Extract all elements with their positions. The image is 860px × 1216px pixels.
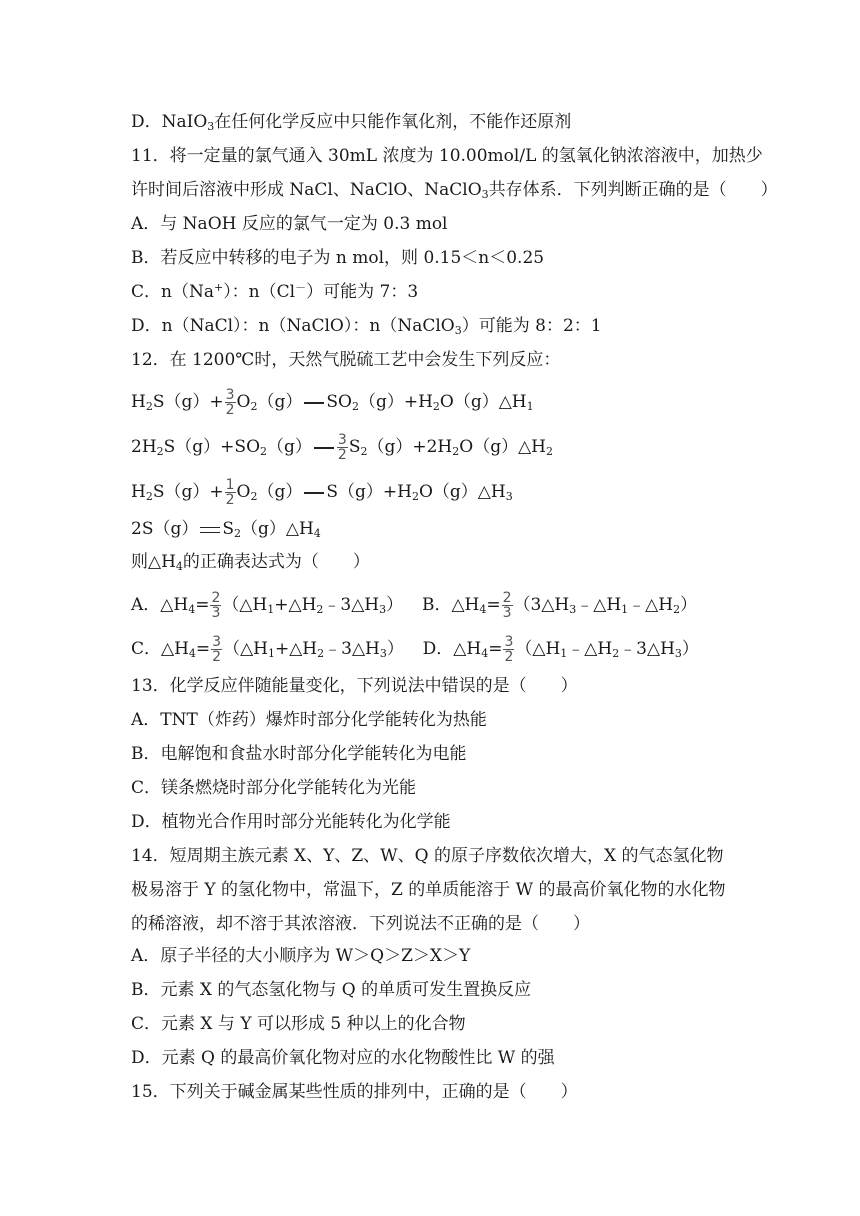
option-b-q13 bbox=[131, 744, 467, 764]
subscript: 3 bbox=[505, 490, 513, 503]
text: B．若反应中转移的电子为 n mol，则 0.15＜n＜0.25 bbox=[131, 248, 545, 268]
denominator: 2 bbox=[337, 447, 347, 463]
numerator: 2 bbox=[502, 590, 512, 606]
text: A．△H bbox=[131, 595, 189, 615]
subscript: 2 bbox=[452, 445, 460, 458]
superscript: + bbox=[213, 281, 224, 294]
text: 的正确表达式为（ ） bbox=[182, 552, 370, 572]
text: O bbox=[236, 392, 251, 412]
text: （3△H bbox=[513, 595, 570, 615]
subscript: 3 bbox=[569, 603, 577, 616]
option-b-q11 bbox=[131, 248, 544, 268]
text: H bbox=[131, 392, 146, 412]
text: S bbox=[222, 519, 235, 539]
subscript: 4 bbox=[188, 647, 196, 660]
equation-4 bbox=[131, 519, 321, 539]
text: ） bbox=[386, 595, 404, 615]
subscript: 1 bbox=[267, 647, 275, 660]
question-14-line-1 bbox=[131, 846, 724, 866]
text: ﹣△H bbox=[576, 595, 622, 615]
options-ab-q12 bbox=[131, 591, 697, 620]
subscript: 2 bbox=[673, 603, 681, 616]
text: 12．在 1200℃时，天然气脱硫工艺中会发生下列反应： bbox=[131, 350, 561, 370]
text: S（g）+H bbox=[326, 482, 412, 502]
fraction bbox=[210, 591, 221, 620]
text: A．TNT（炸药）爆炸时部分化学能转化为热能 bbox=[131, 710, 487, 730]
text: S bbox=[348, 437, 361, 457]
text: D．n（NaCl）：n（NaClO）：n（NaClO bbox=[131, 316, 455, 336]
text: ﹣3△H bbox=[323, 595, 380, 615]
subscript: 1 bbox=[621, 603, 629, 616]
subscript: 2 bbox=[145, 490, 153, 503]
subscript: 2 bbox=[612, 647, 620, 660]
text: C．镁条燃烧时部分化学能转化为光能 bbox=[131, 778, 417, 798]
text: ）可能为 7：3 bbox=[306, 282, 419, 302]
question-11-line-1 bbox=[131, 146, 763, 166]
text: A．与 NaOH 反应的氯气一定为 0.3 mol bbox=[131, 214, 448, 234]
denominator: 2 bbox=[504, 649, 514, 665]
text: ﹣3△H bbox=[324, 639, 380, 659]
text: H bbox=[131, 482, 146, 502]
text: （g）△H bbox=[241, 519, 314, 539]
option-c-q14 bbox=[131, 1014, 466, 1034]
subscript: 3 bbox=[379, 603, 387, 616]
option-a-q13 bbox=[131, 710, 487, 730]
question-12-prompt bbox=[131, 552, 370, 572]
superscript: － bbox=[295, 281, 307, 294]
option-a-q11 bbox=[131, 214, 448, 234]
subscript: 3 bbox=[379, 647, 387, 660]
text: S（g）+ bbox=[152, 392, 224, 412]
denominator: 2 bbox=[225, 402, 235, 418]
option-d-q10 bbox=[131, 112, 571, 132]
denominator: 3 bbox=[211, 605, 221, 621]
subscript: 2 bbox=[432, 400, 440, 413]
text: O（g）△H bbox=[418, 482, 506, 502]
numerator: 3 bbox=[337, 432, 347, 448]
fraction bbox=[503, 635, 514, 664]
text: （△H bbox=[223, 639, 268, 659]
text: （g）+H bbox=[358, 392, 433, 412]
subscript: 2 bbox=[250, 400, 258, 413]
text: +△H bbox=[274, 595, 317, 615]
text: 2S（g） bbox=[131, 519, 199, 539]
reaction-arrow bbox=[304, 402, 324, 404]
text: ） bbox=[681, 639, 699, 659]
options-cd-q12 bbox=[131, 635, 699, 664]
text: +△H bbox=[274, 639, 318, 659]
question-14-line-3 bbox=[131, 914, 590, 934]
denominator: 3 bbox=[502, 605, 512, 621]
text: O（g）△H bbox=[459, 437, 546, 457]
text: （△H bbox=[515, 639, 561, 659]
text: C．元素 X 与 Y 可以形成 5 种以上的化合物 bbox=[131, 1014, 466, 1034]
text: D．NaIO bbox=[131, 112, 208, 132]
reaction-arrow bbox=[304, 492, 324, 494]
subscript: 2 bbox=[360, 445, 368, 458]
fraction bbox=[225, 388, 236, 417]
subscript: 1 bbox=[526, 400, 534, 413]
subscript: 2 bbox=[351, 400, 359, 413]
text: B．△H bbox=[421, 595, 480, 615]
fraction bbox=[502, 591, 513, 620]
subscript: 4 bbox=[313, 527, 321, 540]
subscript: 2 bbox=[411, 490, 419, 503]
numerator: 3 bbox=[212, 634, 222, 650]
text: = bbox=[195, 595, 210, 615]
text: 的稀溶液，却不溶于其浓溶液．下列说法不正确的是（ ） bbox=[131, 914, 590, 934]
subscript: 3 bbox=[674, 647, 682, 660]
text: 2H bbox=[131, 437, 157, 457]
text: A．原子半径的大小顺序为 W＞Q＞Z＞X＞Y bbox=[131, 946, 471, 966]
text: （g） bbox=[257, 482, 303, 502]
text: O bbox=[236, 482, 251, 502]
text: = bbox=[486, 595, 501, 615]
subscript: 2 bbox=[156, 445, 164, 458]
question-14-line-2 bbox=[131, 880, 726, 900]
text: 14．短周期主族元素 X、Y、Z、W、Q 的原子序数依次增大，X 的气态氢化物 bbox=[131, 846, 724, 866]
text: （△H bbox=[222, 595, 268, 615]
denominator: 2 bbox=[225, 492, 235, 508]
subscript: 2 bbox=[234, 527, 242, 540]
subscript: 3 bbox=[454, 324, 462, 337]
text: D．植物光合作用时部分光能转化为化学能 bbox=[131, 812, 451, 832]
option-a-q14 bbox=[131, 946, 470, 966]
option-d-q14 bbox=[131, 1048, 555, 1068]
question-13-stem bbox=[131, 676, 578, 696]
subscript: 2 bbox=[316, 603, 324, 616]
question-11-line-2 bbox=[131, 180, 778, 200]
text: （g）+2H bbox=[367, 437, 453, 457]
numerator: 2 bbox=[211, 590, 221, 606]
subscript: 2 bbox=[317, 647, 325, 660]
text: （g） bbox=[257, 392, 303, 412]
text: ）：n（Cl bbox=[223, 282, 296, 302]
subscript: 2 bbox=[145, 400, 153, 413]
text: 13．化学反应伴随能量变化，下列说法中错误的是（ ） bbox=[131, 676, 578, 696]
text: ）可能为 8：2：1 bbox=[461, 316, 602, 336]
text: S（g）+ bbox=[152, 482, 224, 502]
text: ） bbox=[680, 595, 698, 615]
numerator: 3 bbox=[504, 634, 514, 650]
fraction bbox=[211, 635, 222, 664]
text: ﹣3△H bbox=[619, 639, 675, 659]
option-d-q11 bbox=[131, 316, 602, 336]
text: ﹣△H bbox=[628, 595, 674, 615]
text: 11．将一定量的氯气通入 30mL 浓度为 10.00mol/L 的氢氧化钠浓溶液中，加热少 bbox=[131, 146, 763, 166]
question-12-stem bbox=[131, 350, 560, 370]
reaction-arrow bbox=[200, 527, 220, 533]
text: ） bbox=[386, 639, 404, 659]
text: C．n（Na bbox=[131, 282, 214, 302]
text: B．元素 X 的气态氢化物与 Q 的单质可发生置换反应 bbox=[131, 980, 532, 1000]
equation-1 bbox=[131, 388, 534, 417]
reaction-arrow bbox=[314, 447, 334, 449]
denominator: 2 bbox=[212, 649, 222, 665]
text: 许时间后溶液中形成 NaCl、NaClO、NaClO bbox=[131, 180, 482, 200]
subscript: 1 bbox=[560, 647, 568, 660]
text: C．△H bbox=[131, 639, 189, 659]
text: （g） bbox=[267, 437, 312, 457]
text: 在任何化学反应中只能作氧化剂，不能作还原剂 bbox=[214, 112, 572, 132]
text: = bbox=[488, 639, 503, 659]
text: 共存体系．下列判断正确的是（ ） bbox=[488, 180, 778, 200]
text: 15．下列关于碱金属某些性质的排列中，正确的是（ ） bbox=[131, 1082, 578, 1102]
question-15-stem bbox=[131, 1082, 578, 1102]
equation-3 bbox=[131, 478, 513, 507]
option-d-q13 bbox=[131, 812, 451, 832]
subscript: 1 bbox=[267, 603, 275, 616]
subscript: 3 bbox=[481, 188, 489, 201]
numerator: 3 bbox=[225, 387, 235, 403]
option-c-q13 bbox=[131, 778, 416, 798]
subscript: 4 bbox=[479, 603, 487, 616]
subscript: 2 bbox=[260, 445, 268, 458]
fraction bbox=[225, 478, 236, 507]
subscript: 2 bbox=[250, 490, 258, 503]
option-c-q11 bbox=[131, 282, 418, 302]
text: D．△H bbox=[422, 639, 482, 659]
text: 则△H bbox=[131, 552, 176, 572]
text: ﹣△H bbox=[567, 639, 613, 659]
subscript: 3 bbox=[207, 120, 215, 133]
option-b-q14 bbox=[131, 980, 531, 1000]
subscript: 4 bbox=[481, 647, 489, 660]
subscript: 4 bbox=[188, 603, 196, 616]
text: D．元素 Q 的最高价氧化物对应的水化物酸性比 W 的强 bbox=[131, 1048, 555, 1068]
text: S（g）+SO bbox=[163, 437, 261, 457]
equation-2 bbox=[131, 433, 553, 462]
text: = bbox=[195, 639, 211, 659]
text: O（g）△H bbox=[439, 392, 527, 412]
numerator: 1 bbox=[225, 477, 235, 493]
text: 极易溶于 Y 的氢化物中，常温下，Z 的单质能溶于 W 的最高价氧化物的水化物 bbox=[131, 880, 726, 900]
text: SO bbox=[326, 392, 352, 412]
subscript: 2 bbox=[545, 445, 553, 458]
subscript: 4 bbox=[175, 560, 183, 573]
fraction bbox=[337, 433, 348, 462]
text: B．电解饱和食盐水时部分化学能转化为电能 bbox=[131, 744, 467, 764]
